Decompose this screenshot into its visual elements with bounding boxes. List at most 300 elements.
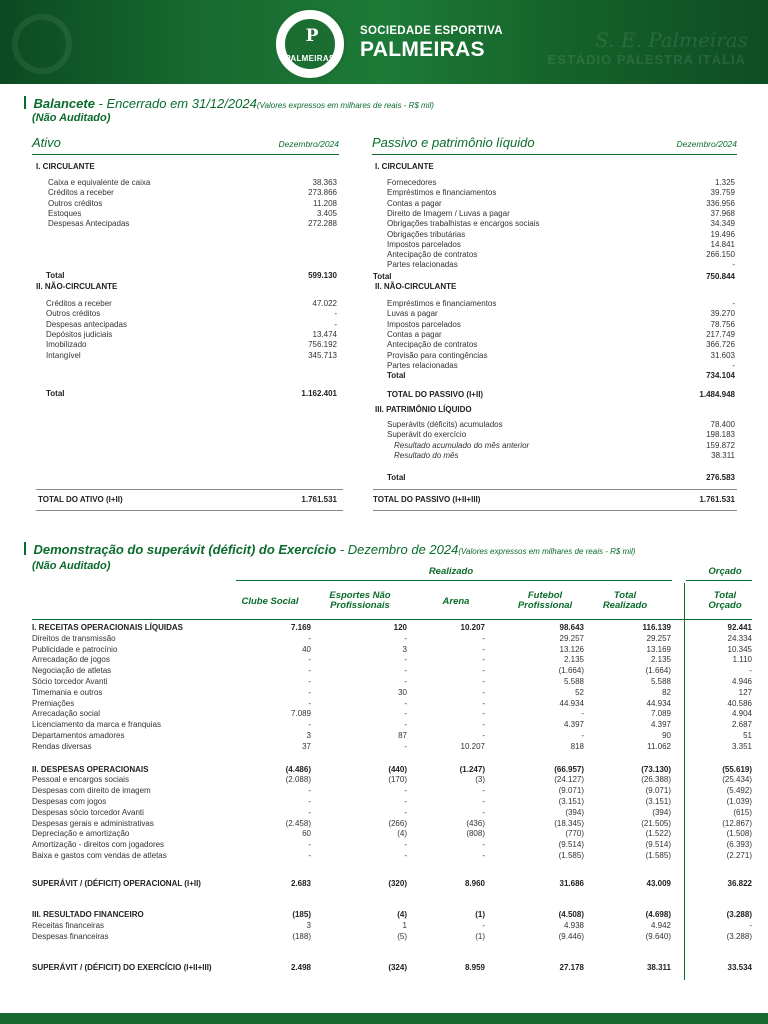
line-item xyxy=(394,451,735,461)
line-item xyxy=(387,430,735,440)
dre-cell: (3.151) xyxy=(645,797,671,806)
dre-cell: 10.207 xyxy=(460,623,485,632)
dre-cell: 92.441 xyxy=(727,623,752,632)
dre-row-label: SUPERÁVIT / (DÉFICIT) OPERACIONAL (I+II) xyxy=(32,879,201,888)
line-item-value: 47.022 xyxy=(312,299,337,308)
patrimonio-liquido-total-label: Total xyxy=(387,473,406,482)
line-item-value: 31.603 xyxy=(710,350,735,360)
dre-cell: 2.135 xyxy=(650,655,671,665)
dre-cell: (4.508) xyxy=(558,910,584,919)
line-item-label: Imobilizado xyxy=(46,340,87,350)
dre-cell: 2.683 xyxy=(290,879,311,888)
patrimonio-liquido-heading-label: III. PATRIMÔNIO LÍQUIDO xyxy=(375,405,472,414)
dre-cell: (1.664) xyxy=(558,666,584,676)
total-do-passivo-ii-value: 1.484.948 xyxy=(699,390,735,399)
header-background-caption: ESTÁDIO PALESTRA ITÁLIA xyxy=(547,52,746,67)
ativo-circulante-total xyxy=(46,271,337,281)
dre-cell: (615) xyxy=(733,807,752,817)
passivo-circulante-heading-label: I. CIRCULANTE xyxy=(375,162,434,171)
dre-cell: - xyxy=(482,720,485,730)
line-item xyxy=(46,351,337,361)
dre-row xyxy=(32,655,752,665)
dre-cell: 36.822 xyxy=(727,879,752,888)
dre-row-label: Premiações xyxy=(32,698,75,708)
dre-cell: 4.904 xyxy=(731,709,752,719)
dre-cell: (12.867) xyxy=(722,818,752,828)
passivo-nao-circulante-heading-label: II. NÃO-CIRCULANTE xyxy=(375,282,457,291)
line-item-value: 78.400 xyxy=(710,420,735,429)
dre-cell: (3.288) xyxy=(726,910,752,919)
total-do-ativo-value: 1.761.531 xyxy=(301,495,337,504)
dre-cell: (3.288) xyxy=(726,931,752,941)
line-item-label: Partes relacionadas xyxy=(387,260,458,270)
dre-cell: (5.492) xyxy=(726,786,752,796)
dre-cell: 38.311 xyxy=(646,963,671,972)
dre-row xyxy=(32,786,752,796)
line-item-value: 756.192 xyxy=(308,340,337,350)
dre-cell: - xyxy=(482,644,485,654)
dre-row xyxy=(32,666,752,676)
line-item-value: 217.749 xyxy=(706,329,735,339)
line-item xyxy=(48,209,337,219)
line-item-value: 39.759 xyxy=(710,188,735,198)
dre-row-label: III. RESULTADO FINANCEIRO xyxy=(32,910,144,919)
line-item-label: Fornecedores xyxy=(387,178,437,187)
dre-cell: 818 xyxy=(570,741,584,751)
dre-cell: - xyxy=(308,655,311,665)
dre-cell: - xyxy=(482,807,485,817)
total-do-passivo-ii xyxy=(387,390,735,400)
dre-row-label: Departamentos amadores xyxy=(32,731,125,740)
balance-title xyxy=(24,96,434,111)
dre-row xyxy=(32,775,752,785)
patrimonio-liquido-total-value: 276.583 xyxy=(706,473,735,482)
ativo-nao-circulante-total xyxy=(46,389,337,399)
passivo-nao-circulante-total-value: 734.104 xyxy=(706,371,735,380)
dre-row-label: Direitos de transmissão xyxy=(32,633,116,643)
line-item-value: 345.713 xyxy=(308,350,337,360)
dre-cell: (808) xyxy=(466,829,485,839)
patrimonio-liquido-total xyxy=(387,473,735,483)
line-item-value: 159.872 xyxy=(706,441,735,450)
dre-cell: (21.505) xyxy=(641,818,671,828)
dre-cell: 33.534 xyxy=(727,963,752,972)
dre-cell: - xyxy=(404,666,407,676)
dre-cell: - xyxy=(308,720,311,730)
dre-section-row xyxy=(32,623,752,633)
line-item-label: Obrigações trabalhistas e encargos sociais xyxy=(387,219,540,229)
ativo-circulante-heading xyxy=(36,162,336,172)
balance-note: (Valores expressos em milhares de reais - R$ mil) xyxy=(256,101,434,110)
dre-title xyxy=(24,542,635,557)
line-item-label: Superávit do exercício xyxy=(387,430,467,440)
dre-cell: 7.169 xyxy=(290,623,311,632)
dre-row-label: Licenciamento da marca e franquias xyxy=(32,720,161,730)
line-item-label: Antecipação de contratos xyxy=(387,250,478,260)
line-item xyxy=(387,340,735,350)
ativo-date: Dezembro/2024 xyxy=(278,139,339,149)
dre-cell: - xyxy=(404,797,407,806)
dre-row xyxy=(32,720,752,730)
dre-cell: 29.257 xyxy=(559,633,584,643)
dre-cell: (26.388) xyxy=(641,775,671,785)
dre-cell: - xyxy=(308,786,311,796)
dre-cell: - xyxy=(482,698,485,708)
line-item-label: Resultado do mês xyxy=(394,451,459,461)
ativo-nao-circulante-heading-label: II. NÃO-CIRCULANTE xyxy=(36,282,118,291)
dre-cell: 8.959 xyxy=(464,963,485,972)
line-item xyxy=(387,250,735,260)
dre-cell: (2.458) xyxy=(285,818,311,828)
dre-row xyxy=(32,808,752,818)
dre-cell: 8.960 xyxy=(464,879,485,888)
dre-cell: (394) xyxy=(652,807,671,817)
dre-cell: 3 xyxy=(402,644,407,654)
total-do-passivo xyxy=(373,495,735,505)
passivo-circulante-heading xyxy=(375,162,735,172)
passivo-nao-circulante-heading xyxy=(375,282,735,292)
dre-cell: 90 xyxy=(662,731,671,740)
line-item-value: 198.183 xyxy=(706,430,735,440)
dre-cell: 13.126 xyxy=(559,644,584,654)
line-item-label: Antecipação de contratos xyxy=(387,340,478,350)
dre-row-label: Rendas diversas xyxy=(32,741,92,751)
dre-cell: - xyxy=(482,786,485,796)
line-item xyxy=(48,199,337,209)
dre-cell: 51 xyxy=(743,731,752,740)
title-bar xyxy=(24,96,26,109)
page-header xyxy=(0,0,768,84)
dre-row xyxy=(32,797,752,807)
dre-cell: (9.071) xyxy=(645,786,671,796)
dre-section-row xyxy=(32,765,752,775)
dre-cell: 40 xyxy=(302,644,311,654)
dre-cell: - xyxy=(482,687,485,697)
dre-cell: (4) xyxy=(397,829,407,839)
orcado-underline xyxy=(686,580,752,581)
dre-cell: - xyxy=(581,731,584,740)
org-name-line2: PALMEIRAS xyxy=(360,38,485,61)
dre-row-label: Despesas com jogos xyxy=(32,797,107,806)
dre-cell: (73.130) xyxy=(641,764,671,774)
stadium-watermark xyxy=(12,14,72,74)
line-item xyxy=(387,309,735,319)
dre-row xyxy=(32,742,752,752)
dre-cell: - xyxy=(308,840,311,850)
dre-row xyxy=(32,634,752,644)
dre-cell: - xyxy=(482,840,485,850)
dre-cell: 3.351 xyxy=(731,741,752,751)
dre-row-label: SUPERÁVIT / (DÉFICIT) DO EXERCÍCIO (I+II+III) xyxy=(32,963,212,972)
total-do-ativo-label: TOTAL DO ATIVO (I+II) xyxy=(38,495,123,504)
dre-cell: (1.585) xyxy=(645,851,671,860)
dre-row-label: Publicidade e patrocínio xyxy=(32,644,118,654)
dre-cell: - xyxy=(404,698,407,708)
line-item xyxy=(387,230,735,240)
dre-cell: - xyxy=(308,677,311,686)
line-item xyxy=(387,188,735,198)
line-item-value: - xyxy=(732,360,735,370)
dre-cell: 2.498 xyxy=(290,963,311,972)
dre-cell: - xyxy=(404,807,407,817)
ativo-header xyxy=(32,135,339,155)
line-item xyxy=(387,199,735,209)
line-item-value: 38.363 xyxy=(312,178,337,187)
passivo-circulante-total-label: Total xyxy=(373,272,392,281)
dre-row xyxy=(32,688,752,698)
dre-row-label: Timemania e outros xyxy=(32,687,103,697)
dre-cell: - xyxy=(404,677,407,686)
dre-cell: 5.588 xyxy=(650,677,671,686)
line-item-value: 13.474 xyxy=(312,329,337,339)
line-item xyxy=(387,209,735,219)
dre-cell: 4.397 xyxy=(650,720,671,730)
dre-cell: - xyxy=(404,720,407,730)
line-item-value: 38.311 xyxy=(711,451,735,461)
dre-cell: 3 xyxy=(306,921,311,930)
line-item-label: Direito de Imagem / Luvas a pagar xyxy=(387,208,510,218)
crest-letter: P xyxy=(305,26,319,46)
dre-cell: 4.942 xyxy=(650,921,671,930)
line-item-label: Empréstimos e financiamentos xyxy=(387,188,497,198)
dre-cell: (2.088) xyxy=(285,775,311,785)
dre-cell: 13.169 xyxy=(646,644,671,654)
line-item-label: Outros créditos xyxy=(46,309,101,319)
dre-cell: - xyxy=(404,655,407,665)
final-result-row xyxy=(32,963,752,973)
page-footer-bar xyxy=(0,1013,768,1024)
dre-cell: (25.434) xyxy=(722,775,752,785)
line-item xyxy=(46,320,337,330)
ativo-circulante-total-value: 599.130 xyxy=(308,271,337,280)
dre-cell: 40.586 xyxy=(727,698,752,708)
dre-cell: (4) xyxy=(397,910,407,919)
dre-title-sub: - Dezembro de 2024 xyxy=(336,542,459,557)
dre-cell: 37 xyxy=(302,741,311,751)
dre-cell: (440) xyxy=(388,764,407,774)
line-item xyxy=(387,260,735,270)
dre-cell: 29.257 xyxy=(646,633,671,643)
dre-cell: (1.522) xyxy=(645,829,671,839)
ativo-nao-circulante-heading xyxy=(36,282,336,292)
financial-result-row xyxy=(32,910,752,920)
dre-row xyxy=(32,699,752,709)
passivo-total-rule-bottom xyxy=(373,510,737,511)
dre-row-label: Despesas financeiras xyxy=(32,931,109,941)
col-arena: Arena xyxy=(442,596,470,607)
balance-audit-note: (Não Auditado) xyxy=(32,112,111,124)
line-item-value: 266.150 xyxy=(706,250,735,260)
dre-cell: (394) xyxy=(565,807,584,817)
line-item xyxy=(387,219,735,229)
dre-cell: (324) xyxy=(388,963,407,972)
dre-cell: (1.508) xyxy=(726,829,752,839)
dre-cell: 10.207 xyxy=(460,741,485,751)
dre-cell: (1) xyxy=(475,910,485,919)
dre-cell: 52 xyxy=(575,687,584,697)
dre-audit-note: (Não Auditado) xyxy=(32,560,111,572)
dre-row-label: Pessoal e encargos sociais xyxy=(32,775,129,785)
dre-cell: - xyxy=(404,709,407,719)
dre-row xyxy=(32,932,752,942)
dre-cell: - xyxy=(482,851,485,860)
dre-cell: 31.686 xyxy=(559,879,584,888)
dre-row-label: Arrecadação de jogos xyxy=(32,655,110,665)
dre-cell: 5.588 xyxy=(563,677,584,686)
line-item xyxy=(387,320,735,330)
dre-cell: 98.643 xyxy=(559,623,584,632)
title-bar xyxy=(24,542,26,555)
line-item-label: Provisão para contingências xyxy=(387,350,488,360)
ativo-total-rule-bottom xyxy=(36,510,343,511)
dre-row xyxy=(32,840,752,850)
dre-cell: - xyxy=(308,698,311,708)
dre-cell: - xyxy=(482,731,485,740)
line-item xyxy=(387,240,735,250)
dre-row xyxy=(32,921,752,931)
dre-row-label: Negociação de atletas xyxy=(32,666,112,676)
dre-note: (Valores expressos em milhares de reais - R$ mil) xyxy=(458,547,636,556)
dre-cell: (1.585) xyxy=(558,851,584,860)
line-item-label: Partes relacionadas xyxy=(387,360,458,370)
dre-row xyxy=(32,851,752,861)
dre-cell: 24.334 xyxy=(727,633,752,643)
line-item-value: 11.208 xyxy=(313,198,337,208)
line-item-value: 78.756 xyxy=(710,319,735,329)
dre-cell: - xyxy=(482,921,485,930)
line-item xyxy=(387,299,735,309)
dre-cell: - xyxy=(308,687,311,697)
dre-cell: 30 xyxy=(398,687,407,697)
line-item-label: Créditos a receber xyxy=(48,188,114,198)
line-item xyxy=(387,361,735,371)
dre-cell: 3 xyxy=(306,731,311,740)
line-item-label: Despesas Antecipadas xyxy=(48,219,130,229)
dre-cell: (24.127) xyxy=(554,775,584,785)
col-total-orcado: Total Orçado xyxy=(708,590,742,611)
dre-cell: 60 xyxy=(302,829,311,839)
line-item-label: Obrigações tributárias xyxy=(387,229,466,239)
dre-cell: 1.110 xyxy=(732,655,752,665)
col-total-realizado: Total Realizado xyxy=(602,590,648,611)
dre-cell: - xyxy=(581,709,584,719)
dre-cell: - xyxy=(482,633,485,643)
line-item-label: Outros créditos xyxy=(48,198,103,208)
dre-row xyxy=(32,731,752,741)
line-item-label: Empréstimos e financiamentos xyxy=(387,299,497,308)
dre-cell: (6.393) xyxy=(726,840,752,850)
dre-cell: - xyxy=(749,921,752,930)
line-item-value: 3.405 xyxy=(316,208,337,218)
palmeiras-crest-logo xyxy=(273,7,347,81)
line-item-value: 39.270 xyxy=(710,309,735,319)
dre-cell: (9.514) xyxy=(558,840,584,850)
dre-row-label: Amortização - direitos com jogadores xyxy=(32,840,165,850)
line-item xyxy=(387,178,735,188)
dre-cell: (188) xyxy=(292,931,311,941)
line-item-value: - xyxy=(732,260,735,270)
dre-cell: - xyxy=(482,666,485,676)
line-item-value: 19.496 xyxy=(710,229,735,239)
dre-cell: 2.135 xyxy=(563,655,584,665)
line-item xyxy=(46,340,337,350)
line-item-value: 273.866 xyxy=(308,188,337,198)
ativo-title: Ativo xyxy=(32,135,61,150)
line-item-label: Contas a pagar xyxy=(387,198,442,208)
line-item-value: - xyxy=(334,309,337,319)
line-item-value: 366.726 xyxy=(706,340,735,350)
dre-title-main: Demonstração do superávit (déficit) do Exercício xyxy=(33,542,337,557)
line-item xyxy=(46,309,337,319)
dre-cell: (3) xyxy=(475,775,485,785)
passivo-nao-circulante-total-label: Total xyxy=(387,371,406,380)
dre-row xyxy=(32,677,752,687)
dre-cell: 1 xyxy=(402,921,407,930)
dre-cell: (1) xyxy=(475,931,485,941)
line-item xyxy=(48,219,337,229)
dre-cell: (770) xyxy=(565,829,584,839)
dre-cell: 87 xyxy=(398,731,407,740)
dre-row-label: Sócio torcedor Avanti xyxy=(32,677,108,686)
org-name-line1: SOCIEDADE ESPORTIVA xyxy=(360,25,503,37)
dre-cell: 4.946 xyxy=(731,677,752,686)
dre-row xyxy=(32,645,752,655)
line-item-label: Contas a pagar xyxy=(387,329,442,339)
dre-cell: (5) xyxy=(397,931,407,941)
dre-cell: - xyxy=(404,840,407,850)
line-item xyxy=(387,330,735,340)
dre-cell: (1.664) xyxy=(645,666,671,676)
line-item-label: Impostos parcelados xyxy=(387,319,461,329)
dre-cell: (4.486) xyxy=(285,764,311,774)
dre-cell: (9.514) xyxy=(645,840,671,850)
line-item-value: 336.956 xyxy=(706,198,735,208)
line-item xyxy=(387,351,735,361)
dre-cell: (18.345) xyxy=(554,818,584,828)
passivo-title: Passivo e patrimônio líquido xyxy=(372,135,535,150)
crest-inner xyxy=(283,17,337,71)
dre-cell: - xyxy=(404,851,407,860)
dre-row xyxy=(32,709,752,719)
dre-cell: - xyxy=(308,807,311,817)
col-clube-social: Clube Social xyxy=(241,596,299,607)
dre-cell: - xyxy=(308,851,311,860)
realizado-label: Realizado xyxy=(428,566,474,577)
balance-title-sub: - Encerrado em 31/12/2024 xyxy=(94,96,257,111)
dre-cell: 4.938 xyxy=(563,921,584,930)
orcado-label: Orçado xyxy=(708,566,742,577)
line-item-label: Intangível xyxy=(46,350,81,360)
ativo-circulante-heading-label: I. CIRCULANTE xyxy=(36,162,95,171)
dre-cell: (170) xyxy=(388,775,407,785)
total-do-passivo-label: TOTAL DO PASSIVO (I+II+III) xyxy=(373,495,481,504)
line-item-label: Caixa e equivalente de caixa xyxy=(48,178,151,187)
passivo-circulante-total-value: 750.844 xyxy=(706,272,735,281)
dre-cell: 43.009 xyxy=(646,879,671,888)
dre-cell: - xyxy=(308,666,311,676)
dre-cell: 4.397 xyxy=(563,720,584,730)
passivo-header xyxy=(372,135,737,155)
dre-cell: - xyxy=(404,741,407,751)
header-background-script: S. E. Palmeiras xyxy=(595,28,748,52)
ativo-circulante-total-label: Total xyxy=(46,271,65,280)
dre-cell: 11.062 xyxy=(647,741,671,751)
dre-row-label: Receitas financeiras xyxy=(32,921,105,930)
dre-cell: 44.934 xyxy=(559,698,584,708)
dre-cell: 82 xyxy=(662,687,671,697)
passivo-date: Dezembro/2024 xyxy=(676,139,737,149)
dre-row-label: I. RECEITAS OPERACIONAIS LÍQUIDAS xyxy=(32,623,183,632)
